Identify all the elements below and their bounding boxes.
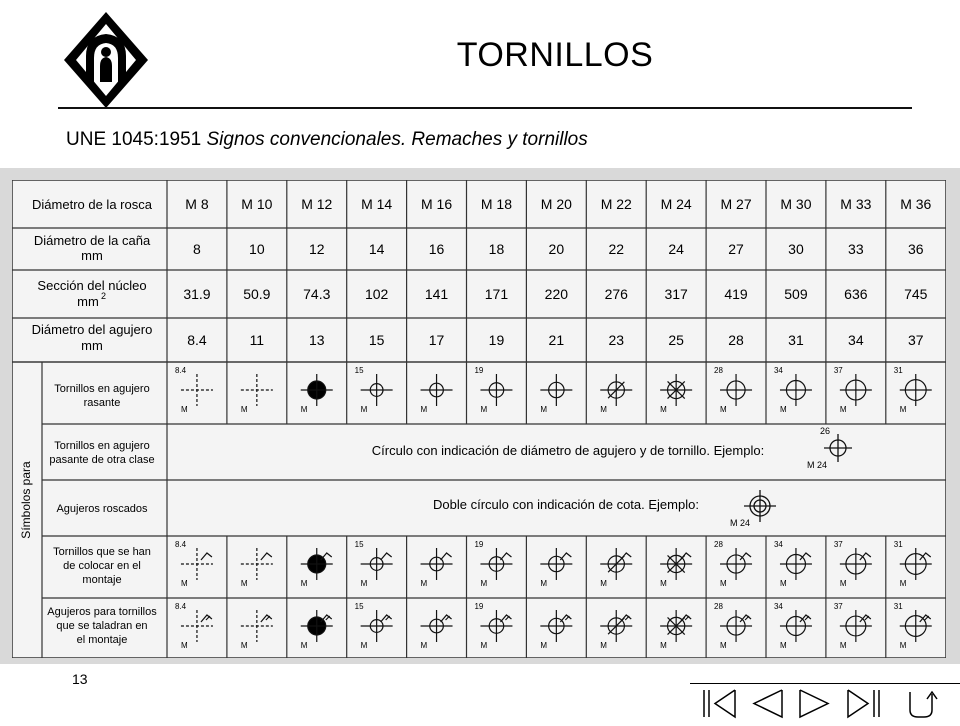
bolt-m-label: M — [480, 579, 488, 588]
hole-diameter-label: 15 — [354, 540, 364, 549]
page-subtitle — [66, 129, 588, 151]
bolt-m-label: M — [540, 641, 548, 650]
seccion-value: 74.3 — [303, 286, 331, 302]
roscados-description: Doble círculo con indicación de cota. Ejemplo: — [433, 497, 699, 512]
cana-value: 36 — [907, 241, 924, 257]
hole-diameter-label: 8.4 — [174, 540, 187, 549]
label-simbolos: Símbolos para — [19, 461, 33, 539]
hole-diameter-label: 31 — [893, 540, 903, 549]
label-roscados: Agujeros roscados — [56, 503, 148, 515]
label-taladran-1: Agujeros para tornillos — [47, 606, 157, 618]
cana-value: 24 — [668, 241, 684, 257]
example-hole-value: 26 — [820, 426, 831, 436]
bolt-m-label: M — [720, 579, 727, 588]
bolt-m-label: M — [360, 579, 368, 588]
bolt-m-label: M — [600, 579, 607, 588]
label-seccion-sup: 2 — [101, 291, 107, 301]
bolt-m-label: M — [420, 641, 428, 650]
hole-diameter-label: 34 — [773, 540, 783, 549]
label-seccion: Sección del núcleo — [37, 278, 147, 293]
bolt-m-label: M — [180, 405, 188, 414]
size-value: M 33 — [840, 196, 872, 212]
bolt-m-label: M — [660, 405, 667, 414]
bolt-m-label: M — [779, 641, 787, 650]
hole-diameter-label: 15 — [354, 602, 364, 611]
first-slide-button[interactable] — [698, 686, 740, 720]
agujero-value: 21 — [548, 332, 565, 348]
label-colocar-2: de colocar en el — [63, 560, 141, 572]
size-value: M 16 — [420, 196, 453, 212]
bolt-m-label: M — [600, 405, 607, 414]
hole-diameter-label: 8.4 — [174, 602, 187, 611]
label-seccion-unit: mm — [77, 294, 99, 309]
hole-diameter-label: 37 — [833, 602, 843, 611]
bolt-m-label: M — [360, 405, 368, 414]
cana-value: 20 — [548, 241, 565, 257]
label-pasante-1: Tornillos en agujero — [54, 440, 150, 452]
cana-value: 12 — [308, 241, 325, 257]
agujero-value: 37 — [907, 332, 924, 348]
seccion-value: 141 — [424, 286, 449, 302]
bolt-m-label: M — [839, 579, 847, 588]
bolt-m-label: M — [899, 641, 907, 650]
label-colocar-1: Tornillos que se han — [53, 546, 151, 558]
bolt-m-label: M — [300, 405, 308, 414]
page-number: 13 — [72, 671, 88, 687]
size-value: M 18 — [480, 196, 513, 212]
pasante-description: Círculo con indicación de diámetro de agujero y de tornillo. Ejemplo: — [371, 443, 765, 458]
label-diametro-cana: Diámetro de la caña — [33, 233, 151, 248]
size-value: M 8 — [185, 196, 209, 212]
size-value: M 27 — [720, 196, 752, 212]
hole-diameter-label: 28 — [714, 602, 723, 611]
size-value: M 22 — [600, 196, 632, 212]
size-value: M 20 — [540, 196, 572, 212]
seccion-value: 50.9 — [243, 286, 271, 302]
agujero-value: 17 — [428, 332, 445, 348]
seccion-value: 745 — [904, 286, 928, 302]
example-bolt-value: M 24 — [807, 460, 828, 470]
size-value: M 36 — [900, 196, 932, 212]
bolt-m-label: M — [899, 579, 907, 588]
agujero-value: 34 — [848, 332, 864, 348]
bolt-m-label: M — [240, 641, 248, 650]
previous-slide-button[interactable] — [746, 686, 788, 720]
bolt-m-label: M — [779, 405, 787, 414]
hole-diameter-label: 19 — [474, 366, 484, 375]
page-title: TORNILLOS — [456, 36, 654, 74]
bolt-m-label: M — [839, 641, 847, 650]
hole-diameter-label: 28 — [714, 540, 723, 549]
bolt-m-label: M — [839, 405, 847, 414]
nav-controls — [690, 684, 960, 721]
seccion-value: 419 — [724, 286, 748, 302]
hole-diameter-label: 19 — [474, 540, 484, 549]
size-value: M 14 — [361, 196, 393, 212]
label-diametro-cana-unit: mm — [81, 248, 103, 263]
label-agujero: Diámetro del agujero — [31, 322, 153, 337]
agujero-value: 31 — [788, 332, 804, 348]
return-icon[interactable] — [895, 686, 945, 720]
hole-diameter-label: 31 — [893, 366, 903, 375]
bolt-m-label: M — [300, 579, 308, 588]
size-value: M 10 — [241, 196, 273, 212]
agujero-value: 15 — [368, 332, 385, 348]
hole-diameter-label: 37 — [833, 366, 843, 375]
cana-value: 16 — [428, 241, 445, 257]
hole-diameter-label: 19 — [474, 602, 484, 611]
bolt-m-label: M — [540, 405, 548, 414]
bolt-m-label: M — [420, 579, 428, 588]
size-value: M 12 — [301, 196, 333, 212]
cana-value: 30 — [788, 241, 804, 257]
agujero-value: 8.4 — [187, 332, 207, 348]
hole-diameter-label: 37 — [833, 540, 843, 549]
size-value: M 30 — [780, 196, 812, 212]
bolt-m-label: M — [660, 579, 667, 588]
agujero-value: 25 — [668, 332, 684, 348]
subtitle-code: UNE 1045:1951 — [66, 129, 202, 150]
bolt-m-label: M — [540, 579, 548, 588]
bolt-m-label: M — [480, 405, 488, 414]
seccion-value: 171 — [484, 286, 509, 302]
agujero-value: 13 — [308, 332, 325, 348]
seccion-value: 509 — [784, 286, 808, 302]
cana-value: 10 — [249, 241, 265, 257]
bolt-m-label: M — [660, 641, 667, 650]
bolt-m-label: M — [899, 405, 907, 414]
next-slide-button[interactable] — [794, 686, 836, 720]
label-rasante-2: rasante — [83, 397, 121, 409]
example2-bolt-value: M 24 — [730, 518, 751, 528]
cana-value: 22 — [608, 241, 625, 257]
label-taladran-3: el montaje — [76, 634, 128, 646]
seccion-value: 31.9 — [183, 286, 211, 302]
seccion-value: 317 — [664, 286, 688, 302]
cana-value: 18 — [488, 241, 505, 257]
cana-value: 8 — [193, 241, 201, 257]
size-value: M 24 — [660, 196, 692, 212]
bolt-m-label: M — [240, 579, 248, 588]
label-diametro-rosca: Diámetro de la rosca — [32, 197, 152, 212]
seccion-value: 636 — [844, 286, 868, 302]
bolt-m-label: M — [300, 641, 308, 650]
bolts-table — [12, 180, 946, 658]
bolt-m-label: M — [480, 641, 488, 650]
hole-diameter-label: 34 — [773, 366, 783, 375]
bolt-m-label: M — [180, 641, 188, 650]
bolt-m-label: M — [420, 405, 428, 414]
hole-diameter-label: 34 — [773, 602, 783, 611]
hole-diameter-label: 31 — [893, 602, 903, 611]
hole-diameter-label: 15 — [354, 366, 364, 375]
subtitle-text: Signos convencionales. Remaches y tornillos — [206, 129, 588, 150]
bolt-m-label: M — [180, 579, 188, 588]
cana-value: 27 — [728, 241, 744, 257]
bolt-m-label: M — [600, 641, 607, 650]
seccion-value: 102 — [364, 286, 389, 302]
slide-navigation — [690, 683, 960, 721]
label-agujero-unit: mm — [81, 338, 103, 353]
bolt-m-label: M — [779, 579, 787, 588]
cana-value: 33 — [848, 241, 864, 257]
header-divider — [58, 107, 912, 109]
bolt-m-label: M — [720, 405, 727, 414]
agujero-value: 23 — [608, 332, 625, 348]
bolt-m-label: M — [720, 641, 727, 650]
agujero-value: 19 — [488, 332, 505, 348]
label-pasante-2: pasante de otra clase — [49, 454, 155, 466]
label-taladran-2: que se taladran en — [56, 620, 148, 632]
seccion-value: 276 — [604, 286, 628, 302]
hole-diameter-label: 8.4 — [174, 366, 187, 375]
bolt-m-label: M — [360, 641, 368, 650]
cana-value: 14 — [368, 241, 385, 257]
label-rasante-1: Tornillos en agujero — [54, 383, 150, 395]
hole-diameter-label: 28 — [714, 366, 723, 375]
last-slide-button[interactable] — [842, 686, 884, 720]
agujero-value: 28 — [728, 332, 744, 348]
label-colocar-3: montaje — [82, 574, 122, 586]
agujero-value: 11 — [249, 332, 265, 348]
seccion-value: 220 — [544, 286, 569, 302]
bolt-m-label: M — [240, 405, 248, 414]
